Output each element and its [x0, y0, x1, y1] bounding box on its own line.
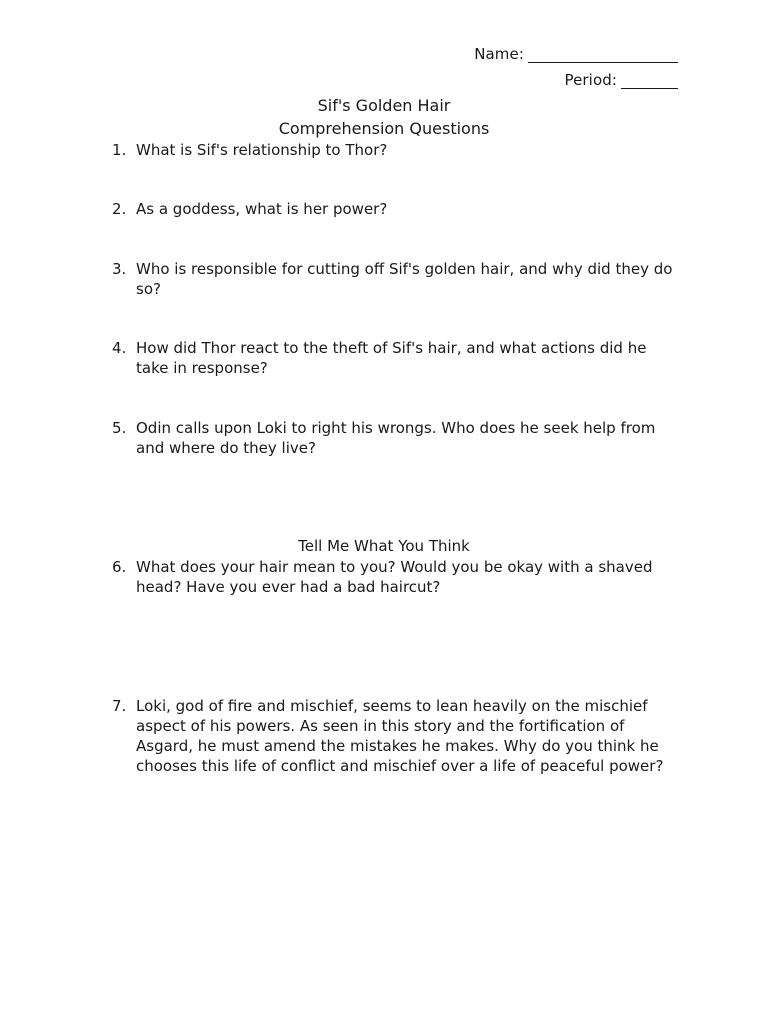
period-blank-line[interactable]: [621, 74, 678, 89]
name-field[interactable]: [474, 45, 678, 63]
name-label: Name:: [474, 45, 524, 63]
period-field[interactable]: [564, 71, 678, 89]
question-3: [112, 259, 682, 299]
question-text: What is Sif's relationship to Thor?: [136, 141, 388, 159]
question-number: 4.: [112, 339, 127, 357]
question-2: [112, 199, 682, 219]
question-text: What does your hair mean to you? Would you be okay with a shaved head? Have you ever had a bad haircut?: [136, 558, 653, 596]
question-7: [112, 696, 682, 776]
worksheet-subtitle: Comprehension Questions: [278, 119, 490, 138]
question-number: 7.: [112, 697, 127, 715]
question-text: How did Thor react to the theft of Sif's hair, and what actions did he take in response?: [136, 339, 647, 377]
period-label: Period:: [564, 71, 617, 89]
question-number: 6.: [112, 558, 127, 576]
section-heading: Tell Me What You Think: [298, 537, 470, 555]
question-4: [112, 338, 682, 378]
worksheet-title: Sif's Golden Hair: [317, 96, 451, 115]
question-number: 3.: [112, 260, 127, 278]
question-1: [112, 140, 682, 160]
question-number: 5.: [112, 419, 127, 437]
question-5: [112, 418, 682, 458]
question-text: Who is responsible for cutting off Sif's golden hair, and why did they do so?: [136, 260, 673, 298]
question-number: 2.: [112, 200, 127, 218]
question-text: Loki, god of fire and mischief, seems to lean heavily on the mischief aspect of his powers. As seen in this story and the fortification of Asgard, he must amend the mistakes he makes. Why do you think he chooses this life of conflict and mischief over a life of peaceful power?: [136, 697, 664, 775]
question-text: As a goddess, what is her power?: [136, 200, 388, 218]
name-blank-line[interactable]: [528, 48, 678, 63]
question-number: 1.: [112, 141, 127, 159]
question-text: Odin calls upon Loki to right his wrongs. Who does he seek help from and where do they live?: [136, 419, 656, 457]
question-6: [112, 557, 682, 597]
